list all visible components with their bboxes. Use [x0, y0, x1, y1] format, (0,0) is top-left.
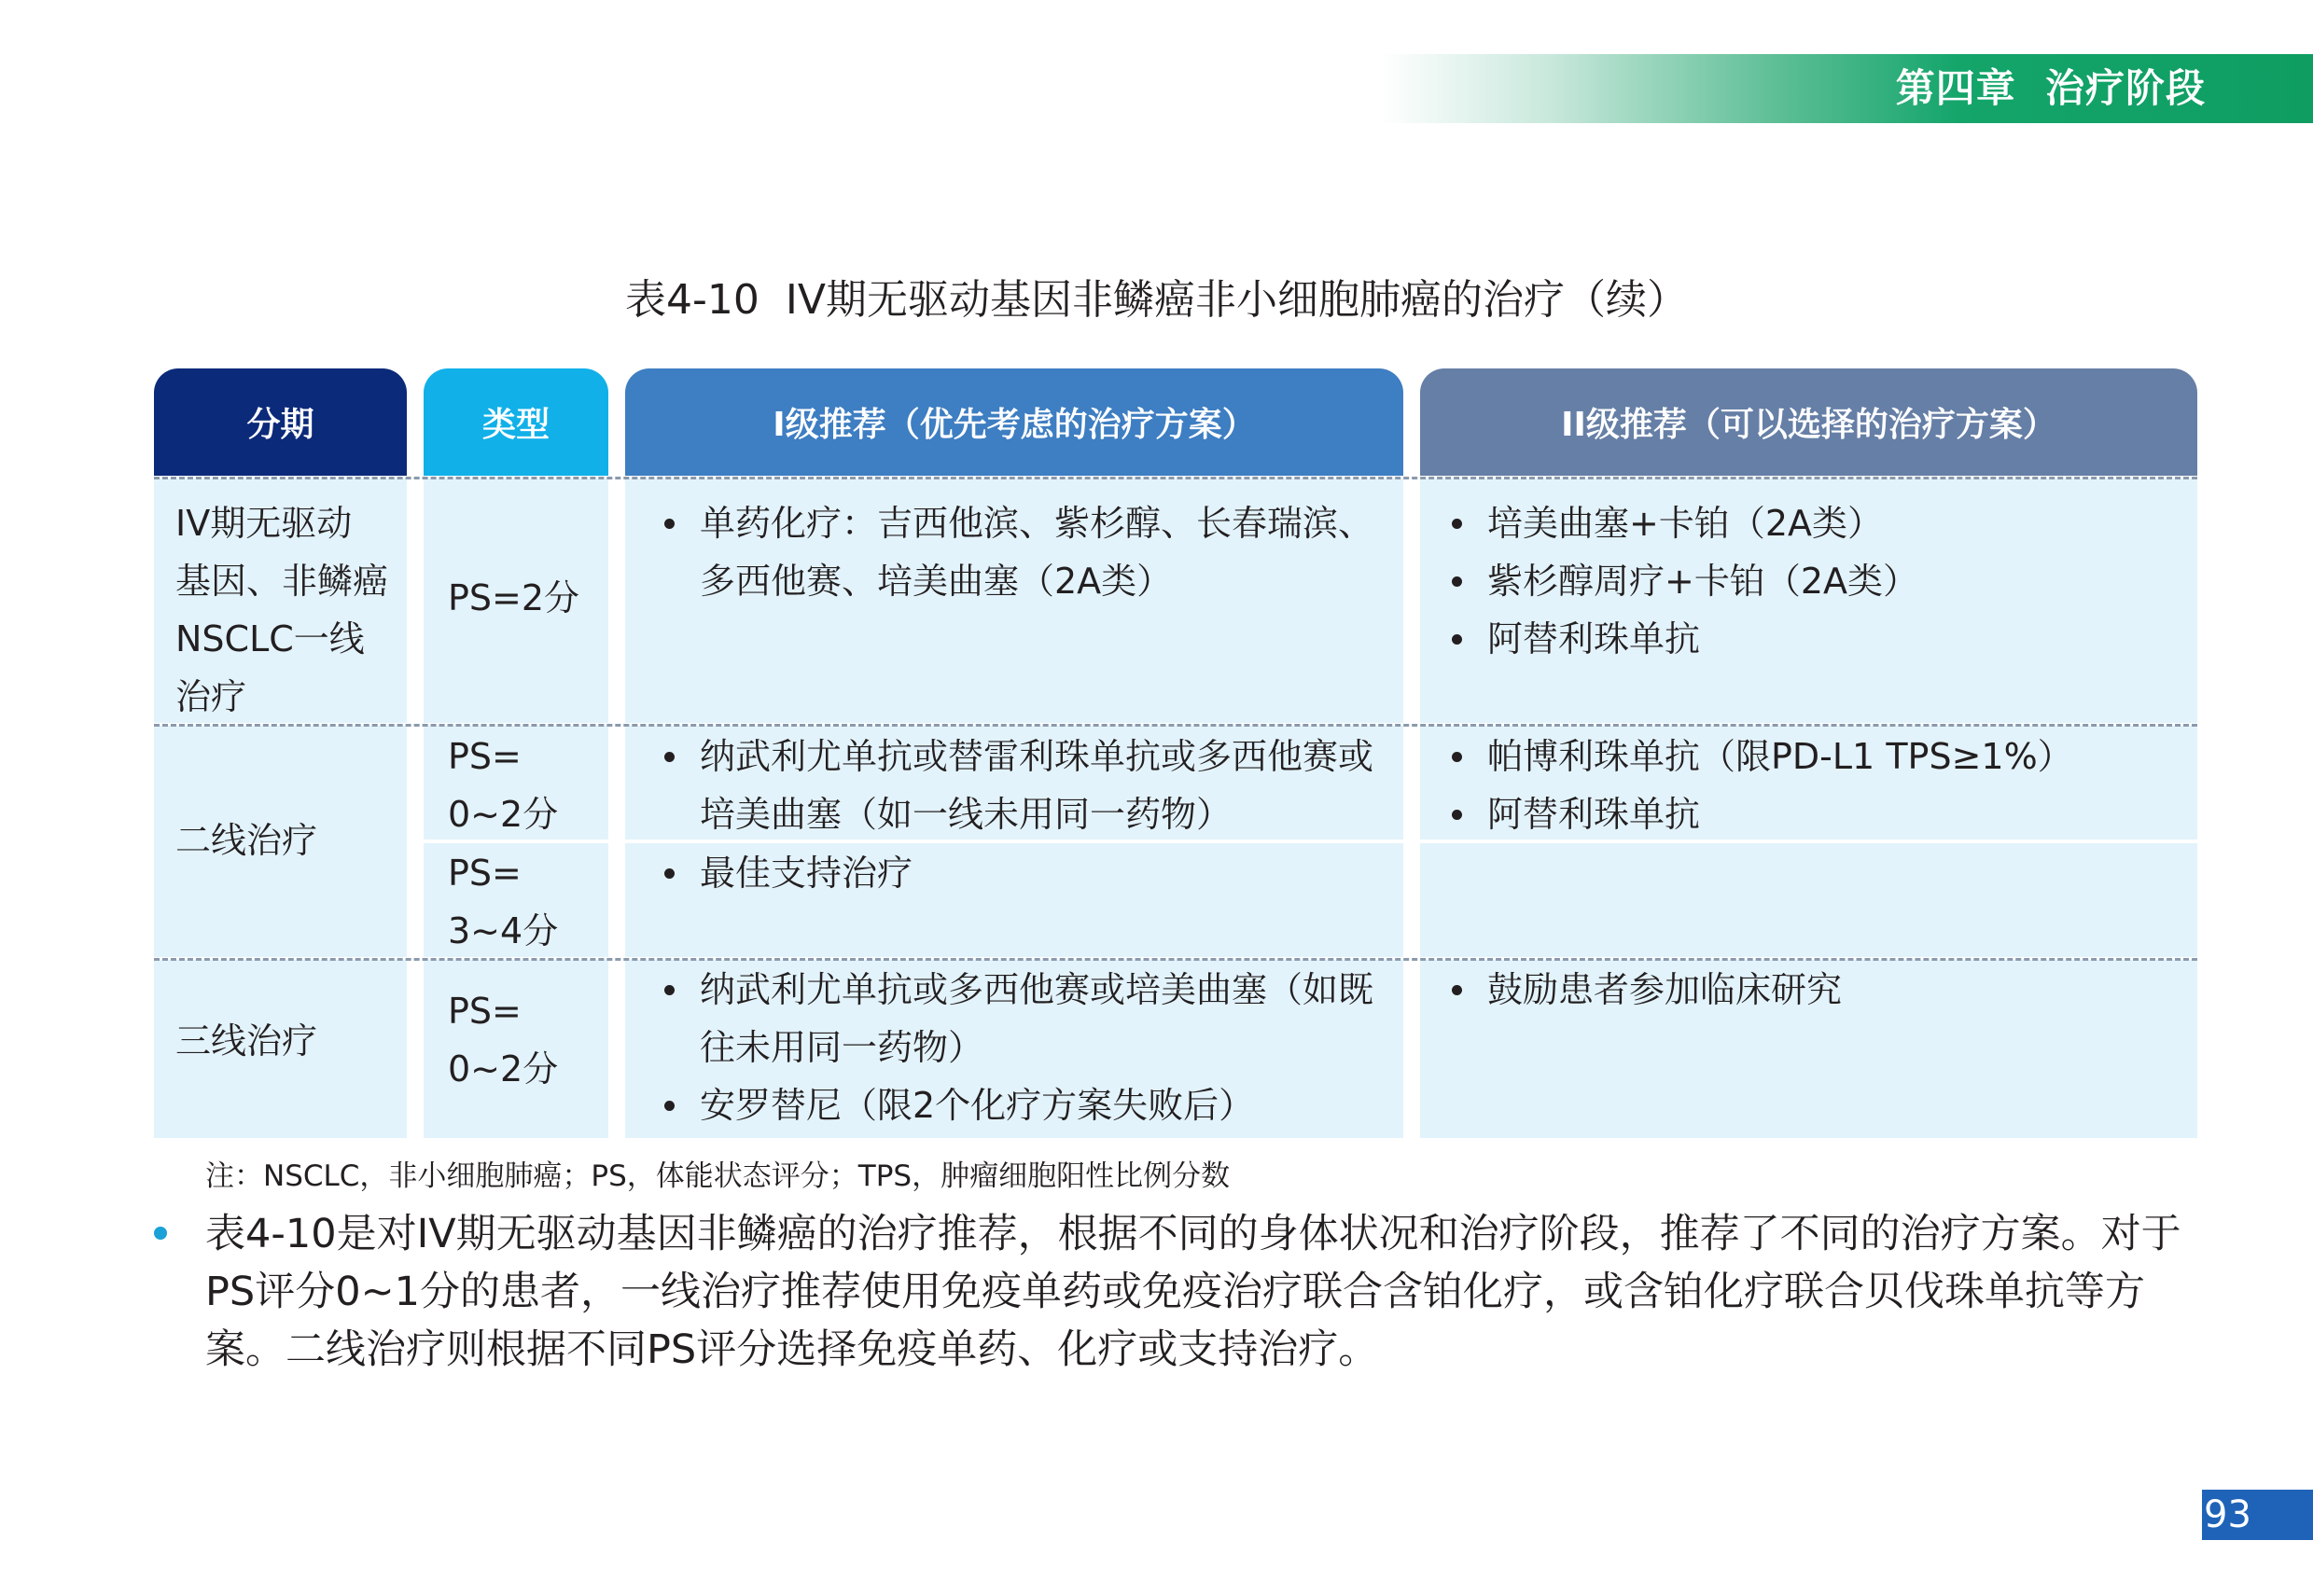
type-line: PS= — [448, 736, 522, 777]
stage-line: 二线治疗 — [175, 820, 318, 861]
table-note: 注：NSCLC，非小细胞肺癌；PS，体能状态评分；TPS，肿瘤细胞阳性比例分数 — [205, 1159, 1231, 1193]
stage-text-row2 — [175, 812, 399, 869]
stage-line: NSCLC一线 — [175, 618, 365, 659]
list-item: 帕博利珠单抗（限PD-L1 TPS≥1%） — [1448, 728, 2185, 785]
level2-text-row2 — [1448, 728, 2185, 843]
chapter-header-bar — [1381, 54, 2313, 123]
type-text-row2 — [448, 728, 606, 843]
row-divider — [154, 724, 2197, 727]
stage-text-row1 — [175, 494, 399, 726]
stage-line: 治疗 — [175, 676, 247, 717]
level1-text-row3 — [661, 844, 1388, 902]
type-text-row1 — [448, 569, 606, 627]
page-number: 93 — [2202, 1490, 2313, 1540]
list-item: 最佳支持治疗 — [661, 844, 1388, 902]
type-line: 0~2分 — [448, 794, 559, 835]
stage-line: 三线治疗 — [175, 1020, 318, 1062]
type-line: 3~4分 — [448, 910, 559, 951]
level1-text-row2 — [661, 728, 1388, 843]
type-line: 0~2分 — [448, 1048, 559, 1089]
type-line: PS= — [448, 991, 522, 1032]
list-item: 阿替利珠单抗 — [1448, 610, 2185, 668]
list-item: 鼓励患者参加临床研究 — [1448, 961, 2185, 1019]
list-item: 紫杉醇周疗+卡铂（2A类） — [1448, 552, 2185, 610]
stage-line: 基因、非鳞癌 — [175, 561, 389, 602]
type-line: PS= — [448, 853, 522, 894]
header-type: 类型 — [424, 368, 608, 476]
level1-text-row4 — [661, 961, 1388, 1134]
bullet-dot-icon — [154, 1227, 167, 1240]
type-text-row3 — [448, 844, 606, 960]
list-item: 培美曲塞+卡铂（2A类） — [1448, 494, 2185, 552]
table-title: 表4-10 IV期无驱动基因非鳞癌非小细胞肺癌的治疗（续） — [625, 276, 1688, 324]
body-paragraph: 表4-10是对IV期无驱动基因非鳞癌的治疗推荐，根据不同的身体状况和治疗阶段，推荐了不同的治疗方案。对于PS评分0~1分的患者，一线治疗推荐使用免疫单药或免疫治疗联合含铂化疗，或含铂化疗联合贝伐珠单抗等方案。二线治疗则根据不同PS评分选择免疫单药、化疗或支持治疗。 — [205, 1211, 2181, 1373]
level2-text-row1 — [1448, 494, 2185, 668]
list-item: 纳武利尤单抗或多西他赛或培美曲塞（如既往未用同一药物） — [661, 961, 1388, 1076]
header-stage: 分期 — [154, 368, 407, 476]
stage-text-row4 — [175, 1012, 399, 1070]
list-item: 单药化疗：吉西他滨、紫杉醇、长春瑞滨、多西他赛、培美曲塞（2A类） — [661, 494, 1388, 610]
chapter-title: 第四章 治疗阶段 — [1895, 65, 2206, 111]
header-level1: I级推荐（优先考虑的治疗方案） — [625, 368, 1403, 476]
row-divider — [154, 477, 2197, 479]
list-item: 安罗替尼（限2个化疗方案失败后） — [661, 1076, 1388, 1134]
list-item: 阿替利珠单抗 — [1448, 785, 2185, 843]
level2-text-row4 — [1448, 961, 2185, 1019]
header-level2: II级推荐（可以选择的治疗方案） — [1420, 368, 2197, 476]
type-text-row4 — [448, 982, 606, 1098]
stage-line: IV期无驱动 — [175, 503, 353, 544]
list-item: 纳武利尤单抗或替雷利珠单抗或多西他赛或培美曲塞（如一线未用同一药物） — [661, 728, 1388, 843]
table-cell-level2-row3 — [1420, 843, 2197, 957]
type-line: PS=2分 — [448, 577, 580, 618]
level1-text-row1 — [661, 494, 1388, 610]
